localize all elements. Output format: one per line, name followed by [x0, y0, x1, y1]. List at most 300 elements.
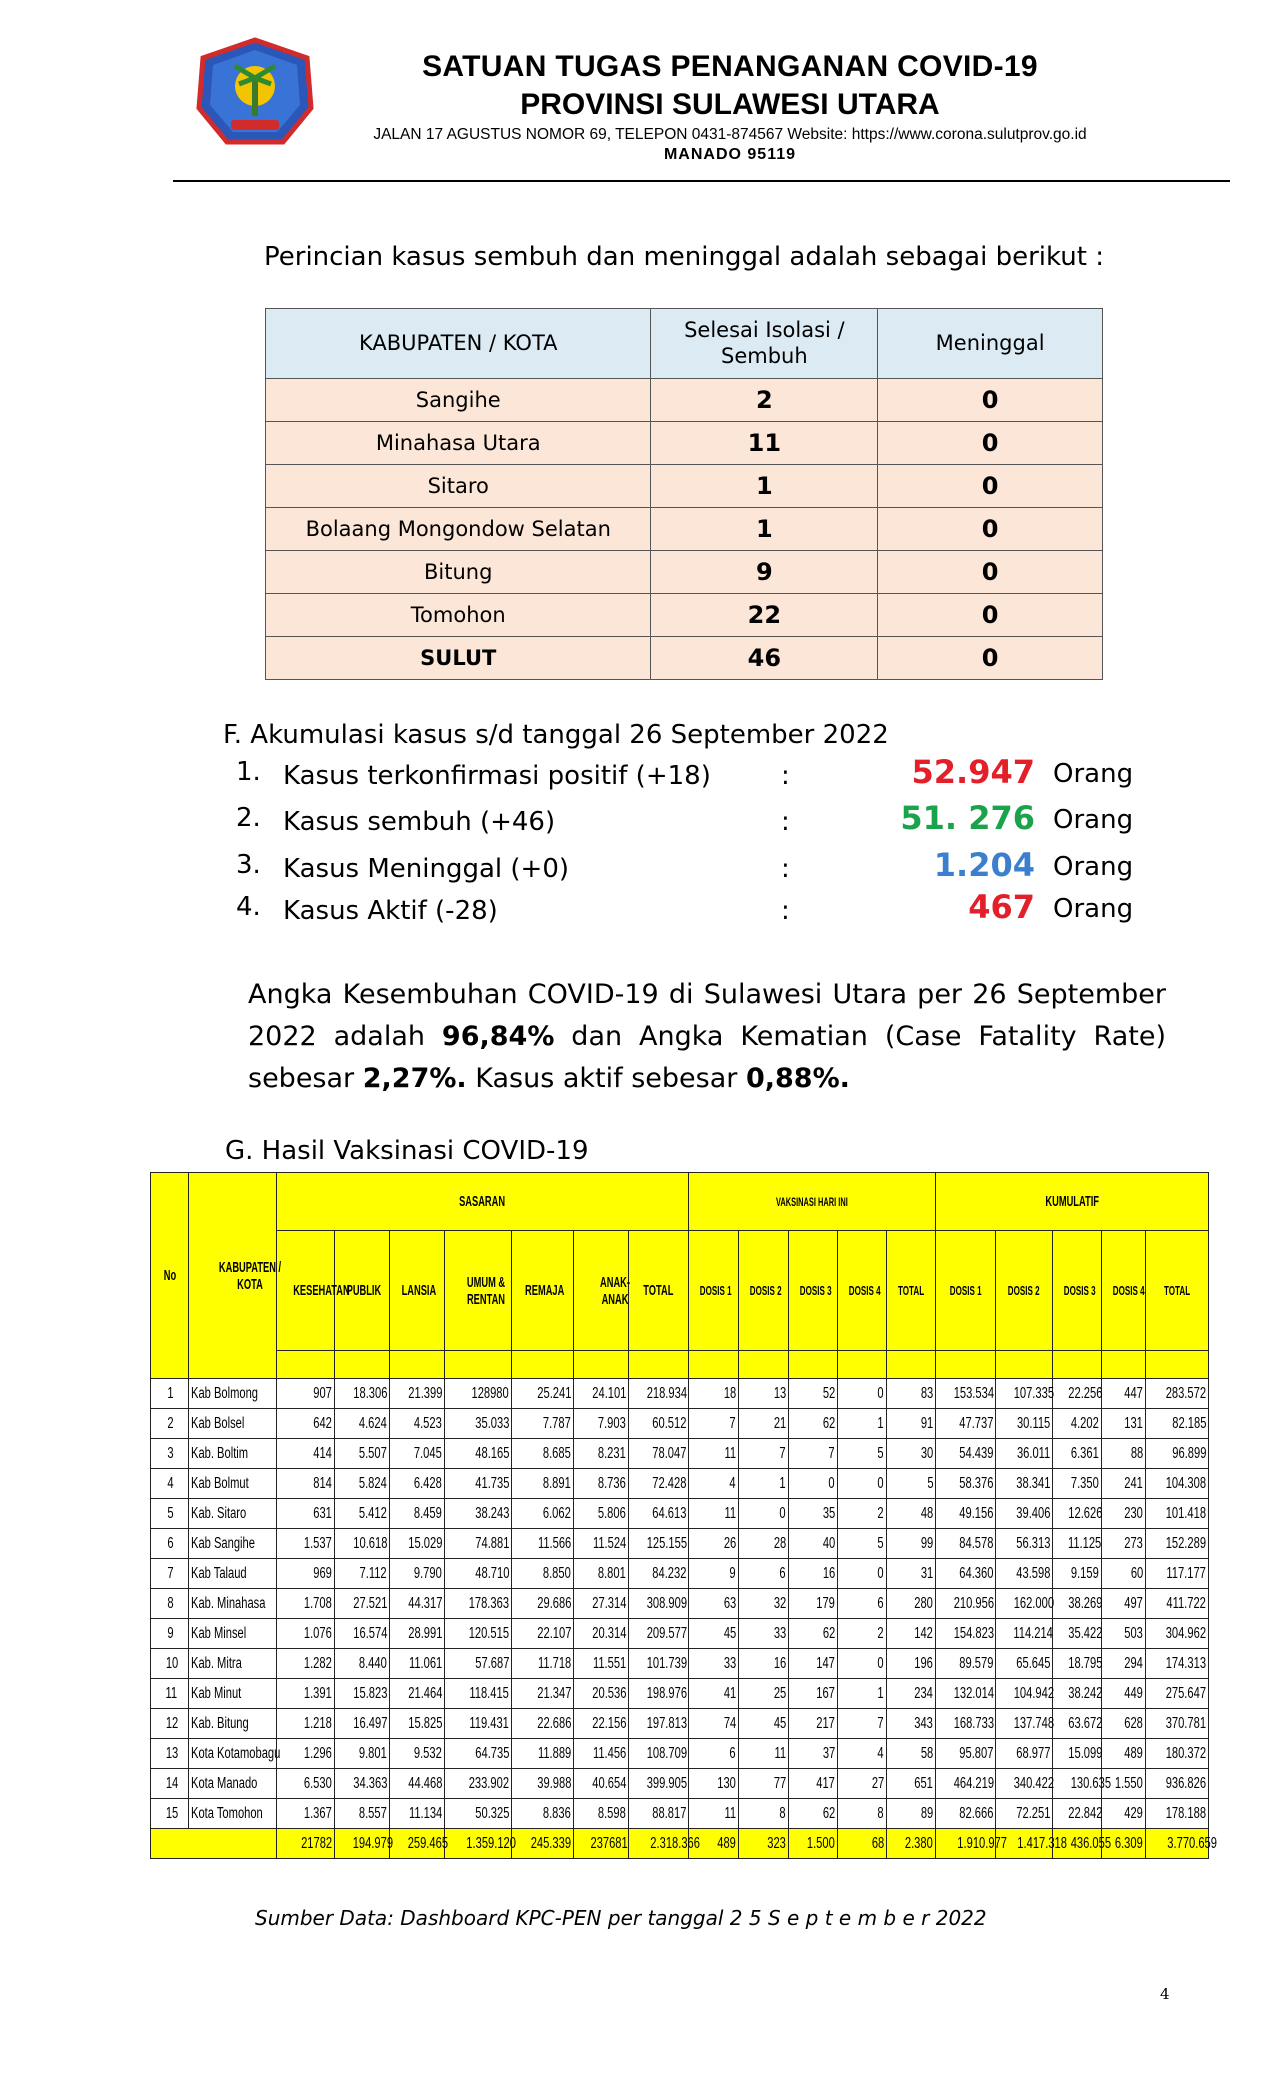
vax-value-cell: 651: [887, 1769, 936, 1799]
vax-value-cell: 7.112: [335, 1559, 390, 1589]
vax-value-cell: 27.314: [574, 1589, 629, 1619]
vax-value-cell: 154.823: [936, 1619, 996, 1649]
vax-value-cell: 209.577: [629, 1619, 689, 1649]
accum-item-value: 1.204: [933, 846, 1035, 884]
vax-sub-header: KESEHATAN: [277, 1231, 335, 1351]
vax-value-cell: 5: [838, 1439, 887, 1469]
vax-value-cell: 25: [739, 1679, 789, 1709]
vax-region-name: Kab Minut: [189, 1679, 277, 1709]
vax-row: [151, 1739, 1209, 1769]
vax-total-value: 2.380: [887, 1829, 936, 1859]
vax-value-cell: 38.269: [1053, 1589, 1102, 1619]
header-title-line-1: SATUAN TUGAS PENANGANAN COVID-19: [422, 50, 1038, 83]
vax-value-cell: 21.464: [390, 1679, 445, 1709]
vax-value-cell: 28.991: [390, 1619, 445, 1649]
vax-value-cell: 45: [739, 1709, 789, 1739]
accum-item-colon: :: [781, 761, 790, 791]
recap-total-label: SULUT: [266, 637, 651, 680]
vax-value-cell: 56.313: [996, 1529, 1053, 1559]
vax-value-cell: 18.306: [335, 1379, 390, 1409]
header-title-line-2: PROVINSI SULAWESI UTARA: [520, 88, 940, 121]
vax-value-cell: 18: [689, 1379, 739, 1409]
vax-value-cell: 125.155: [629, 1529, 689, 1559]
vax-value-cell: 52: [789, 1379, 838, 1409]
vax-total-value: 194.979: [335, 1829, 390, 1859]
vax-row: [151, 1559, 1209, 1589]
vax-sub-header: TOTAL: [629, 1231, 689, 1351]
vax-value-cell: 6.530: [277, 1769, 335, 1799]
vax-value-cell: 7: [838, 1709, 887, 1739]
vaccination-table: [150, 1172, 1218, 1859]
vax-row-number: 6: [151, 1529, 189, 1559]
vax-value-cell: 48.165: [445, 1439, 512, 1469]
recap-recovered-cell: 1: [651, 508, 878, 551]
vax-value-cell: 20.536: [574, 1679, 629, 1709]
vax-value-cell: 7.045: [390, 1439, 445, 1469]
accum-item-number: 1.: [236, 757, 261, 787]
recap-recovered-cell: 1: [651, 465, 878, 508]
vax-region-name: Kab. Bitung: [189, 1709, 277, 1739]
vax-value-cell: 77: [739, 1769, 789, 1799]
vax-value-cell: 7: [789, 1439, 838, 1469]
vax-value-cell: 178.363: [445, 1589, 512, 1619]
vax-value-cell: 33: [689, 1649, 739, 1679]
vax-value-cell: 6.062: [512, 1499, 574, 1529]
vax-value-cell: 62: [789, 1409, 838, 1439]
province-logo: [195, 38, 315, 148]
vax-row: [151, 1619, 1209, 1649]
vax-total-value: 1.417.318: [996, 1829, 1053, 1859]
vax-value-cell: 108.709: [629, 1739, 689, 1769]
vax-value-cell: 88: [1102, 1439, 1146, 1469]
vax-value-cell: 283.572: [1146, 1379, 1209, 1409]
vax-value-cell: 174.313: [1146, 1649, 1209, 1679]
recap-header-row: [266, 309, 1103, 379]
vax-value-cell: 25.241: [512, 1379, 574, 1409]
vax-value-cell: 234: [887, 1679, 936, 1709]
vax-value-cell: 294: [1102, 1649, 1146, 1679]
vax-value-cell: 132.014: [936, 1679, 996, 1709]
vax-value-cell: 1.076: [277, 1619, 335, 1649]
vax-value-cell: 22.156: [574, 1709, 629, 1739]
vax-value-cell: 11: [739, 1739, 789, 1769]
accum-item-number: 2.: [236, 803, 261, 833]
vax-value-cell: 37: [789, 1739, 838, 1769]
vax-blank-header-cell: [277, 1351, 335, 1379]
vax-value-cell: 63: [689, 1589, 739, 1619]
vax-value-cell: 152.289: [1146, 1529, 1209, 1559]
vax-value-cell: 11.061: [390, 1649, 445, 1679]
vax-value-cell: 82.185: [1146, 1409, 1209, 1439]
vax-value-cell: 304.962: [1146, 1619, 1209, 1649]
vax-total-value: 21782: [277, 1829, 335, 1859]
vax-value-cell: 8: [838, 1799, 887, 1829]
vax-value-cell: 5.412: [335, 1499, 390, 1529]
vax-total-value: 3.770.659: [1146, 1829, 1209, 1859]
section-f-heading: F. Akumulasi kasus s/d tanggal 26 September 2022: [223, 720, 889, 750]
vax-value-cell: 7: [689, 1409, 739, 1439]
vax-value-cell: 340.422: [996, 1769, 1053, 1799]
vax-value-cell: 6: [689, 1739, 739, 1769]
vax-total-value: 259.465: [390, 1829, 445, 1859]
vax-value-cell: 8.736: [574, 1469, 629, 1499]
vax-row-number: 11: [151, 1679, 189, 1709]
vax-region-name: Kab. Mitra: [189, 1649, 277, 1679]
recap-total-row: [266, 637, 1103, 680]
vax-row: [151, 1469, 1209, 1499]
recap-recovered-cell: 9: [651, 551, 878, 594]
vax-value-cell: 58: [887, 1739, 936, 1769]
vax-row: [151, 1589, 1209, 1619]
vax-row-number: 15: [151, 1799, 189, 1829]
vax-row-number: 9: [151, 1619, 189, 1649]
vax-value-cell: 21: [739, 1409, 789, 1439]
vax-value-cell: 84.578: [936, 1529, 996, 1559]
recovery-death-table: [265, 308, 1103, 680]
vax-row: [151, 1439, 1209, 1469]
vax-value-cell: 60.512: [629, 1409, 689, 1439]
vax-total-value: 68: [838, 1829, 887, 1859]
vax-value-cell: 128980: [445, 1379, 512, 1409]
vax-value-cell: 5: [838, 1529, 887, 1559]
vax-sub-header: TOTAL: [1146, 1231, 1209, 1351]
header-divider: [173, 180, 1230, 182]
vax-value-cell: 88.817: [629, 1799, 689, 1829]
vax-value-cell: 64.360: [936, 1559, 996, 1589]
vax-value-cell: 65.645: [996, 1649, 1053, 1679]
vax-total-value: 489: [689, 1829, 739, 1859]
active-rate-value: 0,88%.: [745, 1063, 850, 1094]
vax-value-cell: 31: [887, 1559, 936, 1589]
vax-value-cell: 814: [277, 1469, 335, 1499]
vax-sub-header: REMAJA: [512, 1231, 574, 1351]
vax-value-cell: 32: [739, 1589, 789, 1619]
vax-value-cell: 399.905: [629, 1769, 689, 1799]
vax-region-name: Kota Manado: [189, 1769, 277, 1799]
vax-header-kumulatif: KUMULATIF: [936, 1173, 1209, 1231]
vax-value-cell: 137.748: [996, 1709, 1053, 1739]
vax-value-cell: 39.988: [512, 1769, 574, 1799]
vax-sub-header: DOSIS 2: [996, 1231, 1053, 1351]
vax-value-cell: 30: [887, 1439, 936, 1469]
vax-row-number: 12: [151, 1709, 189, 1739]
recap-header-recovered: Selesai Isolasi / Sembuh: [651, 309, 878, 379]
recap-total-value: 0: [878, 637, 1103, 680]
vax-value-cell: 20.314: [574, 1619, 629, 1649]
vax-value-cell: 4.523: [390, 1409, 445, 1439]
vax-value-cell: 15.823: [335, 1679, 390, 1709]
vax-value-cell: 8.459: [390, 1499, 445, 1529]
vax-value-cell: 131: [1102, 1409, 1146, 1439]
vax-row: [151, 1379, 1209, 1409]
recap-header-deaths: Meninggal: [878, 309, 1103, 379]
vax-value-cell: 8.801: [574, 1559, 629, 1589]
vax-row: [151, 1679, 1209, 1709]
accum-item-label: Kasus Meninggal (+0): [283, 854, 570, 884]
vax-value-cell: 6: [838, 1589, 887, 1619]
vax-value-cell: 11: [689, 1799, 739, 1829]
vax-value-cell: 9: [689, 1559, 739, 1589]
vax-total-value: 6.309: [1102, 1829, 1146, 1859]
vax-value-cell: 7.787: [512, 1409, 574, 1439]
vax-value-cell: 2: [838, 1499, 887, 1529]
vax-value-cell: 180.372: [1146, 1739, 1209, 1769]
vax-value-cell: 27.521: [335, 1589, 390, 1619]
vax-value-cell: 89.579: [936, 1649, 996, 1679]
vax-value-cell: 153.534: [936, 1379, 996, 1409]
vax-sub-header: DOSIS 1: [689, 1231, 739, 1351]
recap-region-cell: Tomohon: [266, 594, 651, 637]
vax-value-cell: 1.296: [277, 1739, 335, 1769]
vax-value-cell: 280: [887, 1589, 936, 1619]
recap-header-region: KABUPATEN / KOTA: [266, 309, 651, 379]
vax-value-cell: 96.899: [1146, 1439, 1209, 1469]
vax-value-cell: 22.256: [1053, 1379, 1102, 1409]
vax-value-cell: 24.101: [574, 1379, 629, 1409]
vax-value-cell: 40.654: [574, 1769, 629, 1799]
recap-deaths-cell: 0: [878, 422, 1103, 465]
vax-value-cell: 30.115: [996, 1409, 1053, 1439]
vax-value-cell: 43.598: [996, 1559, 1053, 1589]
accum-item-label: Kasus terkonfirmasi positif (+18): [283, 761, 711, 791]
vax-value-cell: 936.826: [1146, 1769, 1209, 1799]
vax-value-cell: 497: [1102, 1589, 1146, 1619]
recap-deaths-cell: 0: [878, 551, 1103, 594]
vax-value-cell: 275.647: [1146, 1679, 1209, 1709]
vax-value-cell: 21.347: [512, 1679, 574, 1709]
vax-region-name: Kab Bolsel: [189, 1409, 277, 1439]
vax-sub-header: DOSIS 3: [789, 1231, 838, 1351]
vax-value-cell: 16.574: [335, 1619, 390, 1649]
recap-recovered-cell: 11: [651, 422, 878, 465]
vax-value-cell: 631: [277, 1499, 335, 1529]
recap-intro-text: Perincian kasus sembuh dan meninggal adalah sebagai berikut :: [264, 242, 1104, 272]
vax-value-cell: 130: [689, 1769, 739, 1799]
vax-value-cell: 16: [739, 1649, 789, 1679]
accum-item-unit: Orang: [1053, 852, 1134, 882]
vax-value-cell: 241: [1102, 1469, 1146, 1499]
vax-value-cell: 417: [789, 1769, 838, 1799]
vax-value-cell: 1.550: [1102, 1769, 1146, 1799]
vax-value-cell: 39.406: [996, 1499, 1053, 1529]
vax-total-value: 1.359.120: [445, 1829, 512, 1859]
vax-value-cell: 5.806: [574, 1499, 629, 1529]
vax-value-cell: 83: [887, 1379, 936, 1409]
vax-value-cell: 35.422: [1053, 1619, 1102, 1649]
vax-region-name: Kab. Sitaro: [189, 1499, 277, 1529]
vax-total-value: 2.318.366: [629, 1829, 689, 1859]
vax-value-cell: 35: [789, 1499, 838, 1529]
vax-value-cell: 44.468: [390, 1769, 445, 1799]
vax-value-cell: 6.361: [1053, 1439, 1102, 1469]
recap-row: [266, 594, 1103, 637]
vax-value-cell: 4: [689, 1469, 739, 1499]
vax-value-cell: 196: [887, 1649, 936, 1679]
vax-value-cell: 0: [838, 1469, 887, 1499]
vax-value-cell: 6.428: [390, 1469, 445, 1499]
vax-value-cell: 114.214: [996, 1619, 1053, 1649]
vax-total-value: 245.339: [512, 1829, 574, 1859]
recap-row: [266, 465, 1103, 508]
vax-blank-header-cell: [390, 1351, 445, 1379]
vax-value-cell: 44.317: [390, 1589, 445, 1619]
vax-value-cell: 414: [277, 1439, 335, 1469]
vax-value-cell: 273: [1102, 1529, 1146, 1559]
vax-value-cell: 10.618: [335, 1529, 390, 1559]
vax-blank-header-cell: [574, 1351, 629, 1379]
vax-value-cell: 11: [689, 1439, 739, 1469]
vax-value-cell: 5.824: [335, 1469, 390, 1499]
vax-blank-header-cell: [445, 1351, 512, 1379]
vax-value-cell: 11: [689, 1499, 739, 1529]
recap-region-cell: Sangihe: [266, 379, 651, 422]
vax-value-cell: 198.976: [629, 1679, 689, 1709]
vax-value-cell: 11.889: [512, 1739, 574, 1769]
vax-row-number: 2: [151, 1409, 189, 1439]
vax-value-cell: 11.566: [512, 1529, 574, 1559]
vax-region-name: Kab. Minahasa: [189, 1589, 277, 1619]
paragraph-text-2: dan Angka Kematian (Case Fatality Rate) sebesar: [248, 1021, 1166, 1094]
header-city: MANADO 95119: [663, 146, 797, 163]
vax-value-cell: 0: [789, 1469, 838, 1499]
vax-row-number: 1: [151, 1379, 189, 1409]
vax-value-cell: 11.134: [390, 1799, 445, 1829]
vax-value-cell: 7.903: [574, 1409, 629, 1439]
vax-total-row: [151, 1829, 1209, 1859]
vax-value-cell: 11.524: [574, 1529, 629, 1559]
vax-value-cell: 41.735: [445, 1469, 512, 1499]
vax-sub-header: PUBLIK: [335, 1231, 390, 1351]
vax-value-cell: 179: [789, 1589, 838, 1619]
vax-value-cell: 167: [789, 1679, 838, 1709]
recap-region-cell: Bitung: [266, 551, 651, 594]
vax-value-cell: 210.956: [936, 1589, 996, 1619]
vax-value-cell: 147: [789, 1649, 838, 1679]
vax-value-cell: 49.156: [936, 1499, 996, 1529]
vax-value-cell: 0: [838, 1649, 887, 1679]
vax-total-value: 323: [739, 1829, 789, 1859]
vax-value-cell: 13: [739, 1379, 789, 1409]
vax-value-cell: 8.891: [512, 1469, 574, 1499]
accum-item-number: 4.: [236, 892, 261, 922]
vax-value-cell: 217: [789, 1709, 838, 1739]
header-address: JALAN 17 AGUSTUS NOMOR 69, TELEPON 0431-874567 Website: https://www.corona.sulutprov.go.id: [373, 126, 1087, 143]
accum-item-colon: :: [781, 854, 790, 884]
paragraph-text-1: Angka Kesembuhan COVID-19 di Sulawesi Utara per 26 September 2022 adalah: [248, 979, 1166, 1052]
vax-row: [151, 1709, 1209, 1739]
vax-value-cell: 22.107: [512, 1619, 574, 1649]
vax-value-cell: 16.497: [335, 1709, 390, 1739]
vax-value-cell: 104.942: [996, 1679, 1053, 1709]
vax-value-cell: 95.807: [936, 1739, 996, 1769]
vax-value-cell: 120.515: [445, 1619, 512, 1649]
vax-value-cell: 5.507: [335, 1439, 390, 1469]
accum-item-unit: Orang: [1053, 759, 1134, 789]
vax-value-cell: 8.557: [335, 1799, 390, 1829]
vax-blank-header-cell: [789, 1351, 838, 1379]
vax-blank-header-cell: [887, 1351, 936, 1379]
recap-row: [266, 422, 1103, 465]
vax-row: [151, 1649, 1209, 1679]
vax-value-cell: 84.232: [629, 1559, 689, 1589]
vax-value-cell: 411.722: [1146, 1589, 1209, 1619]
vax-header-sasaran: SASARAN: [277, 1173, 689, 1231]
vax-blank-header-cell: [1102, 1351, 1146, 1379]
vax-blank-header-cell: [335, 1351, 390, 1379]
vax-total-value: 436.055: [1053, 1829, 1102, 1859]
vax-value-cell: 162.000: [996, 1589, 1053, 1619]
vax-value-cell: 370.781: [1146, 1709, 1209, 1739]
vax-value-cell: 447: [1102, 1379, 1146, 1409]
vax-value-cell: 4.624: [335, 1409, 390, 1439]
recovery-rate-value: 96,84%: [441, 1021, 555, 1052]
vax-value-cell: 503: [1102, 1619, 1146, 1649]
vax-value-cell: 7.350: [1053, 1469, 1102, 1499]
vax-value-cell: 9.532: [390, 1739, 445, 1769]
vax-value-cell: 34.363: [335, 1769, 390, 1799]
vax-value-cell: 26: [689, 1529, 739, 1559]
vax-value-cell: 38.242: [1053, 1679, 1102, 1709]
recap-deaths-cell: 0: [878, 594, 1103, 637]
vax-value-cell: 104.308: [1146, 1469, 1209, 1499]
vax-value-cell: 7: [739, 1439, 789, 1469]
vax-value-cell: 907: [277, 1379, 335, 1409]
fatality-rate-value: 2,27%.: [362, 1063, 467, 1094]
vax-row-number: 8: [151, 1589, 189, 1619]
vax-row: [151, 1769, 1209, 1799]
vax-value-cell: 142: [887, 1619, 936, 1649]
vax-value-cell: 22.686: [512, 1709, 574, 1739]
vax-value-cell: 28: [739, 1529, 789, 1559]
vax-value-cell: 9.790: [390, 1559, 445, 1589]
vax-sub-header: DOSIS 3: [1053, 1231, 1102, 1351]
section-g-heading: G. Hasil Vaksinasi COVID-19: [225, 1136, 589, 1166]
vax-value-cell: 11.551: [574, 1649, 629, 1679]
vax-value-cell: 101.739: [629, 1649, 689, 1679]
vax-value-cell: 642: [277, 1409, 335, 1439]
vax-value-cell: 54.439: [936, 1439, 996, 1469]
vax-sub-header-row: [151, 1231, 1209, 1351]
accum-item-value: 51. 276: [900, 799, 1035, 837]
vax-sub-header: UMUM & RENTAN: [445, 1231, 512, 1351]
vax-sub-header: ANAK-ANAK: [574, 1231, 629, 1351]
vax-row-number: 13: [151, 1739, 189, 1769]
vax-value-cell: 130.635: [1053, 1769, 1102, 1799]
recap-recovered-cell: 2: [651, 379, 878, 422]
vax-value-cell: 464.219: [936, 1769, 996, 1799]
vax-value-cell: 36.011: [996, 1439, 1053, 1469]
vax-value-cell: 62: [789, 1619, 838, 1649]
vax-total-value: 1.910.977: [936, 1829, 996, 1859]
accum-item-unit: Orang: [1053, 805, 1134, 835]
vax-row: [151, 1499, 1209, 1529]
vax-value-cell: 8.231: [574, 1439, 629, 1469]
vax-value-cell: 82.666: [936, 1799, 996, 1829]
recap-row: [266, 379, 1103, 422]
vax-value-cell: 178.188: [1146, 1799, 1209, 1829]
vax-value-cell: 1.708: [277, 1589, 335, 1619]
vax-value-cell: 50.325: [445, 1799, 512, 1829]
vax-value-cell: 38.243: [445, 1499, 512, 1529]
vax-value-cell: 5: [887, 1469, 936, 1499]
vax-blank-header-cell: [1146, 1351, 1209, 1379]
vax-value-cell: 1.282: [277, 1649, 335, 1679]
vax-value-cell: 58.376: [936, 1469, 996, 1499]
accum-item-colon: :: [781, 807, 790, 837]
accum-item-colon: :: [781, 896, 790, 926]
vax-value-cell: 38.341: [996, 1469, 1053, 1499]
vax-region-name: Kab Minsel: [189, 1619, 277, 1649]
